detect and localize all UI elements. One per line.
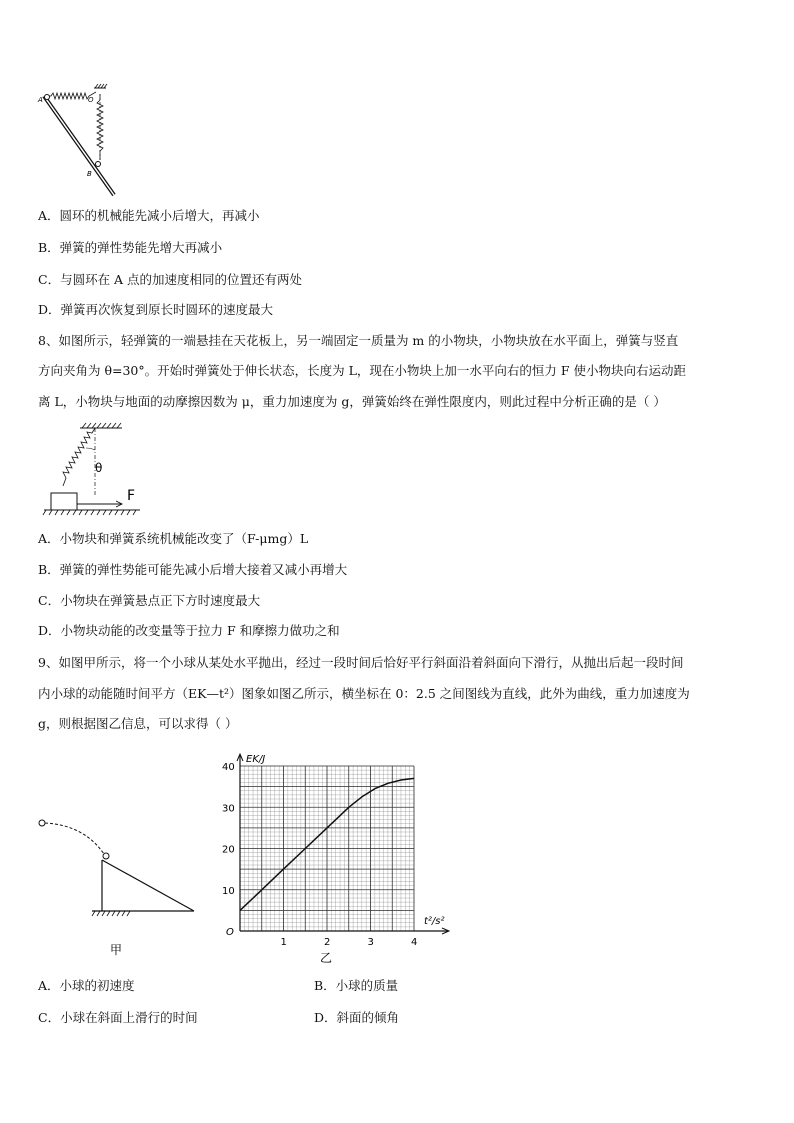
q8-spring <box>63 428 95 486</box>
q8-option-d: D．小物块动能的改变量等于拉力 F 和摩擦力做功之和 <box>38 623 340 638</box>
chart-y-tick-label: 20 <box>222 844 235 856</box>
q7-option-a: A．圆环的机械能先减小后增大，再减小 <box>38 208 260 223</box>
chart-x-tick-label: 3 <box>367 937 374 948</box>
q7-ring-a <box>45 95 50 100</box>
q7-label-o: O <box>88 96 94 104</box>
q8-theta-label: θ <box>95 461 103 475</box>
q8-angle-arc <box>86 448 95 450</box>
chart-y-tick-label: 10 <box>222 885 235 897</box>
q8-block <box>51 493 77 510</box>
q9-slope <box>102 860 194 911</box>
q8-option-c: C．小物块在弹簧悬点正下方时速度最大 <box>38 593 261 608</box>
q8-stem-line-2: 方向夹角为 θ=30°。开始时弹簧处于伸长状态，长度为 L，现在小物块上加一水平向右的恒力 F 使小物块向右运动距 <box>38 363 687 378</box>
q9-option-a: A．小球的初速度 <box>38 978 135 993</box>
chart-x-tick-label: 2 <box>324 937 331 948</box>
q9-figure-yi-label: 乙 <box>320 951 333 965</box>
q9-chart <box>220 745 460 970</box>
q8-stem-line-3: 离 L，小物块与地面的动摩擦因数为 μ，重力加速度为 g，弹簧始终在弹性限度内，则此过程中分析正确的是（ ） <box>38 394 666 409</box>
q7-ring-b <box>96 162 101 167</box>
q7-label-a: A <box>38 96 43 104</box>
q9-ball-on-slope <box>103 853 109 859</box>
q8-stem-line-1: 8、如图所示，轻弹簧的一端悬挂在天花板上，另一端固定一质量为 m 的小物块，小物块放在水平面上，弹簧与竖直 <box>38 333 679 348</box>
chart-y-tick-label: 40 <box>222 762 235 773</box>
q9-option-d: D．斜面的倾角 <box>314 1010 400 1025</box>
q9-stem-line-2: 内小球的动能随时间平方（EK—t²）图象如图乙所示，横坐标在 0：2.5 之间图线为直线，此外为曲线，重力加速度为 <box>38 686 690 701</box>
chart-origin-label: O <box>226 927 234 938</box>
q9-option-c: C．小球在斜面上滑行的时间 <box>38 1010 198 1025</box>
q7-label-b: B <box>87 170 92 178</box>
q7-figure <box>34 80 124 198</box>
q8-option-b: B．弹簧的弹性势能可能先减小后增大接着又减小再增大 <box>38 562 348 577</box>
chart-y-axis-label: EK/J <box>246 754 266 765</box>
q8-option-a: A．小物块和弹簧系统机械能改变了（F-μmg）L <box>38 531 309 546</box>
q7-option-b: B．弹簧的弹性势能先增大再减小 <box>38 240 223 255</box>
chart-x-tick-label: 1 <box>280 937 287 948</box>
chart-x-tick-label: 4 <box>411 937 418 948</box>
q9-trajectory <box>45 823 104 854</box>
q9-figure-jia-label: 甲 <box>110 943 123 957</box>
q9-stem-line-3: g，则根据图乙信息，可以求得（ ） <box>38 716 238 731</box>
chart-y-tick-label: 30 <box>222 803 235 815</box>
q7-option-d: D．弹簧再次恢复到原长时圆环的速度最大 <box>38 302 274 317</box>
q9-ball-start <box>39 820 45 826</box>
q7-option-c: C．与圆环在 A 点的加速度相同的位置还有两处 <box>38 272 303 287</box>
q9-option-b: B．小球的质量 <box>314 978 399 993</box>
q9-stem-line-1: 9、如图甲所示，将一个小球从某处水平抛出，经过一段时间后恰好平行斜面沿着斜面向下滑行，从抛出后起一段时间 <box>38 655 684 670</box>
q8-figure <box>40 420 150 522</box>
chart-x-axis-label: t²/s² <box>424 916 445 927</box>
q8-force-label: F <box>127 488 136 504</box>
q9-figure-jia <box>34 810 204 960</box>
